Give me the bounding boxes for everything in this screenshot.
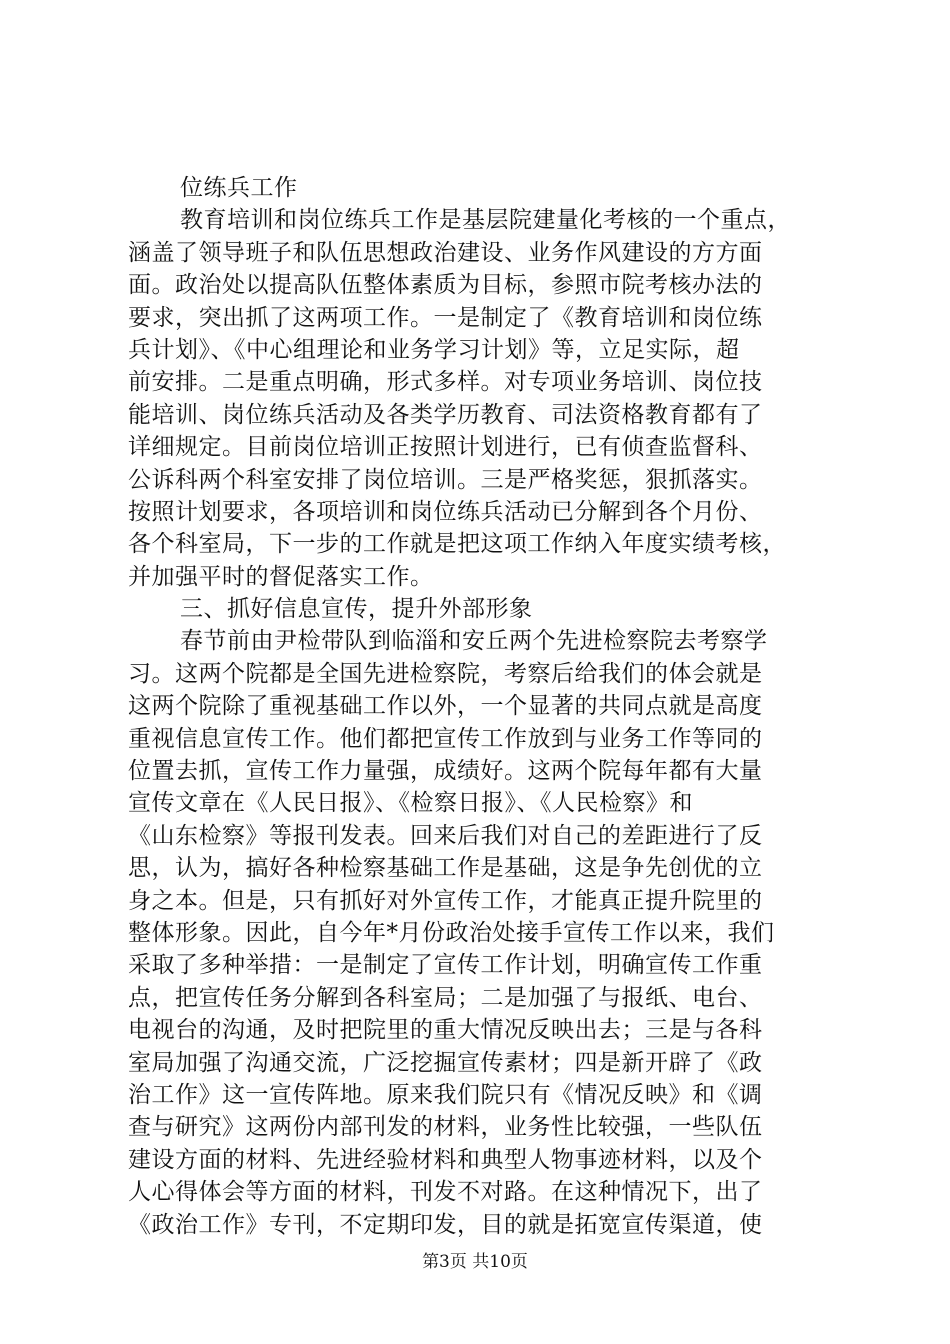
text-line: 思，认为，搞好各种检察基础工作是基础，这是争先创优的立 (128, 855, 763, 882)
text-line: 习。这两个院都是全国先进检察院，考察后给我们的体会就是 (128, 660, 763, 687)
text-line: 宣传文章在《人民日报》、《检察日报》、《人民检察》和 (128, 790, 693, 817)
page-footer: 第3页 共10页 (422, 1252, 528, 1272)
text-line: 春节前由尹检带队到临淄和安丘两个先进检察院去考察学 (180, 628, 768, 655)
text-line: 前安排。二是重点明确，形式多样。对专项业务培训、岗位技 (128, 369, 763, 396)
text-line: 重视信息宣传工作。他们都把宣传工作放到与业务工作等同的 (128, 725, 763, 752)
document-body (128, 172, 832, 1241)
text-line: 电视台的沟通，及时把院里的重大情况反映出去；三是与各科 (128, 1017, 763, 1044)
text-line: 要求，突出抓了这两项工作。一是制定了《教育培训和岗位练 (128, 304, 763, 331)
text-line: 位练兵工作 (180, 175, 298, 201)
text-line: 治工作》这一宣传阵地。原来我们院只有《情况反映》和《调 (128, 1081, 763, 1108)
text-line: 位置去抓，宣传工作力量强，成绩好。这两个院每年都有大量 (128, 758, 763, 785)
text-line: 建设方面的材料、先进经验材料和典型人物事迹材料，以及个 (128, 1146, 763, 1173)
text-line: 这两个院除了重视基础工作以外，一个显著的共同点就是高度 (128, 693, 763, 720)
text-line: 点，把宣传任务分解到各科室局；二是加强了与报纸、电台、 (128, 984, 763, 1011)
text-line: 各个科室局，下一步的工作就是把这项工作纳入年度实绩考核， (128, 531, 786, 558)
text-line: 身之本。但是，只有抓好对外宣传工作，才能真正提升院里的 (128, 887, 763, 914)
text-line: 采取了多种举措：一是制定了宣传工作计划，明确宣传工作重 (128, 952, 763, 979)
text-line: 能培训、岗位练兵活动及各类学历教育、司法资格教育都有了 (128, 401, 763, 428)
text-line: 《山东检察》等报刊发表。回来后我们对自己的差距进行了反 (128, 822, 763, 849)
text-line: 整体形象。因此，自今年*月份政治处接手宣传工作以来，我们 (128, 919, 775, 946)
text-line: 《政治工作》专刊，不定期印发，目的就是拓宽宣传渠道，使 (128, 1211, 763, 1238)
text-line: 查与研究》这两份内部刊发的材料，业务性比较强，一些队伍 (128, 1114, 763, 1141)
text-line: 详细规定。目前岗位培训正按照计划进行，已有侦查监督科、 (128, 434, 763, 461)
text-line: 面。政治处以提高队伍整体素质为目标，参照市院考核办法的 (128, 272, 763, 299)
text-line: 教育培训和岗位练兵工作是基层院建量化考核的一个重点， (180, 207, 791, 234)
text-line: 涵盖了领导班子和队伍思想政治建设、业务作风建设的方方面 (128, 239, 763, 266)
text-line: 公诉科两个科室安排了岗位培训。三是严格奖惩，狠抓落实。 (128, 466, 763, 493)
text-line: 按照计划要求，各项培训和岗位练兵活动已分解到各个月份、 (128, 498, 763, 525)
text-line: 人心得体会等方面的材料，刊发不对路。在这种情况下，出了 (128, 1179, 763, 1206)
text-line: 兵计划》、《中心组理论和业务学习计划》等，立足实际，超 (128, 336, 740, 363)
text-line: 室局加强了沟通交流，广泛挖掘宣传素材；四是新开辟了《政 (128, 1049, 763, 1076)
text-line: 并加强平时的督促落实工作。 (128, 563, 434, 590)
text-line: 三、抓好信息宣传，提升外部形象 (180, 596, 533, 623)
